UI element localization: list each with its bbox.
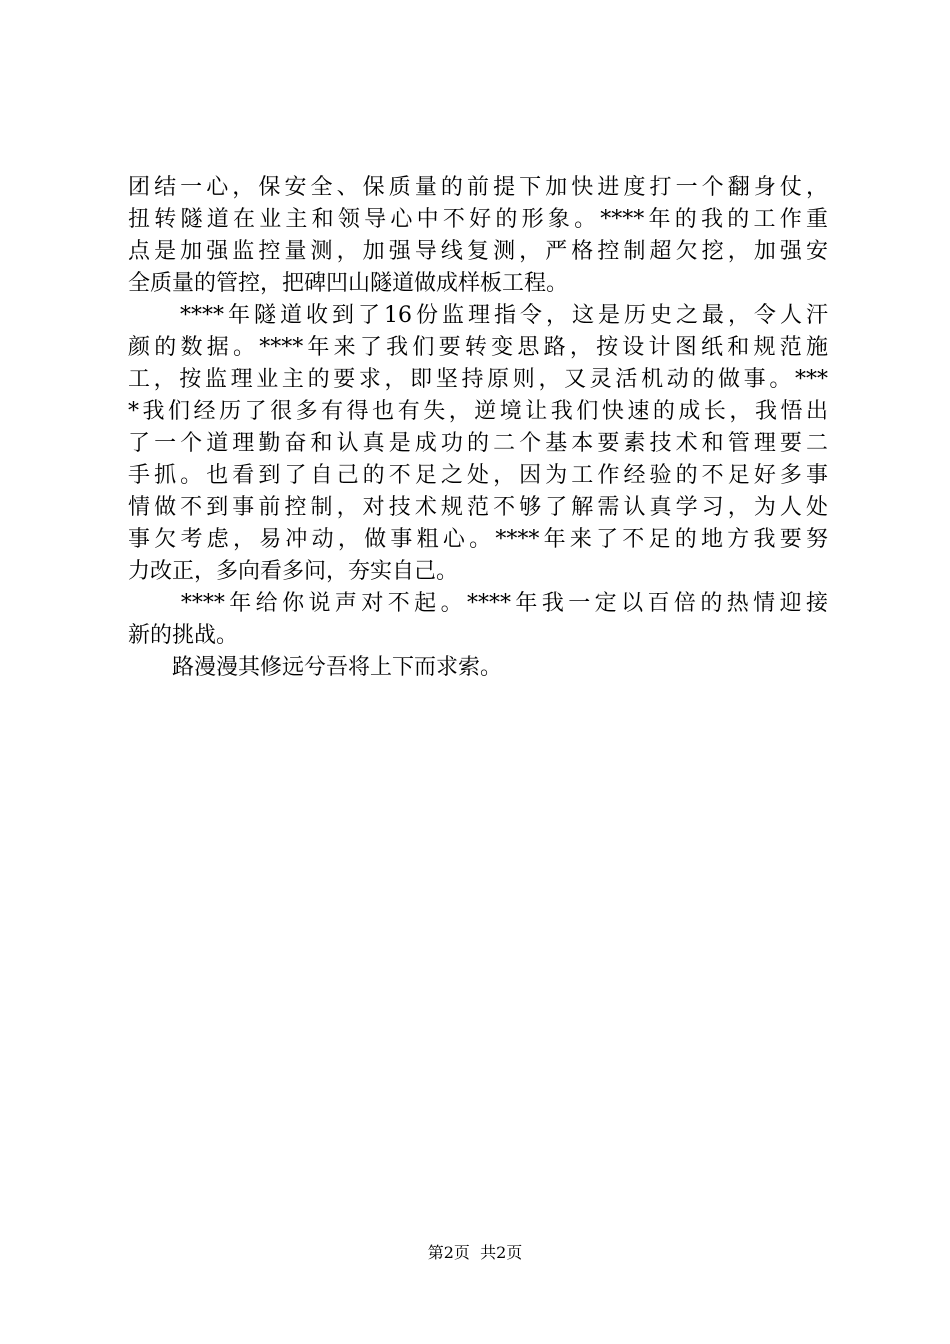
text-line: 点是加强监控量测，加强导线复测，严格控制超欠挖，加强安: [128, 239, 828, 264]
text-line: 扭转隧道在业主和领导心中不好的形象。****年的我的工作重: [128, 207, 828, 232]
page-footer: 第2页 共2页: [427, 1243, 523, 1262]
text-line: 新的挑战。: [128, 623, 239, 648]
text-line: 颜的数据。****年来了我们要转变思路，按设计图纸和规范施: [128, 335, 828, 360]
text-line: 了一个道理勤奋和认真是成功的二个基本要素技术和管理要二: [128, 431, 828, 456]
text-line: 情做不到事前控制，对技术规范不够了解需认真学习，为人处: [128, 495, 828, 520]
text-line: ****年隧道收到了16份监理指令，这是历史之最，令人汗: [128, 303, 828, 328]
text-line: 团结一心，保安全、保质量的前提下加快进度打一个翻身仗，: [128, 175, 828, 200]
body-text: [128, 172, 828, 684]
text-line: *我们经历了很多有得也有失，逆境让我们快速的成长，我悟出: [128, 399, 828, 424]
text-line: 力改正，多向看多问，夯实自己。: [128, 559, 459, 584]
text-line: 全质量的管控，把碑凹山隧道做成样板工程。: [128, 271, 569, 296]
text-line: ****年给你说声对不起。****年我一定以百倍的热情迎接: [128, 591, 828, 616]
text-line: 手抓。也看到了自己的不足之处，因为工作经验的不足好多事: [128, 463, 828, 488]
text-line: 工，按监理业主的要求，即坚持原则，又灵活机动的做事。***: [128, 367, 828, 392]
text-line: 事欠考虑，易冲动，做事粗心。****年来了不足的地方我要努: [128, 527, 828, 552]
text-line: 路漫漫其修远兮吾将上下而求索。: [128, 655, 503, 680]
